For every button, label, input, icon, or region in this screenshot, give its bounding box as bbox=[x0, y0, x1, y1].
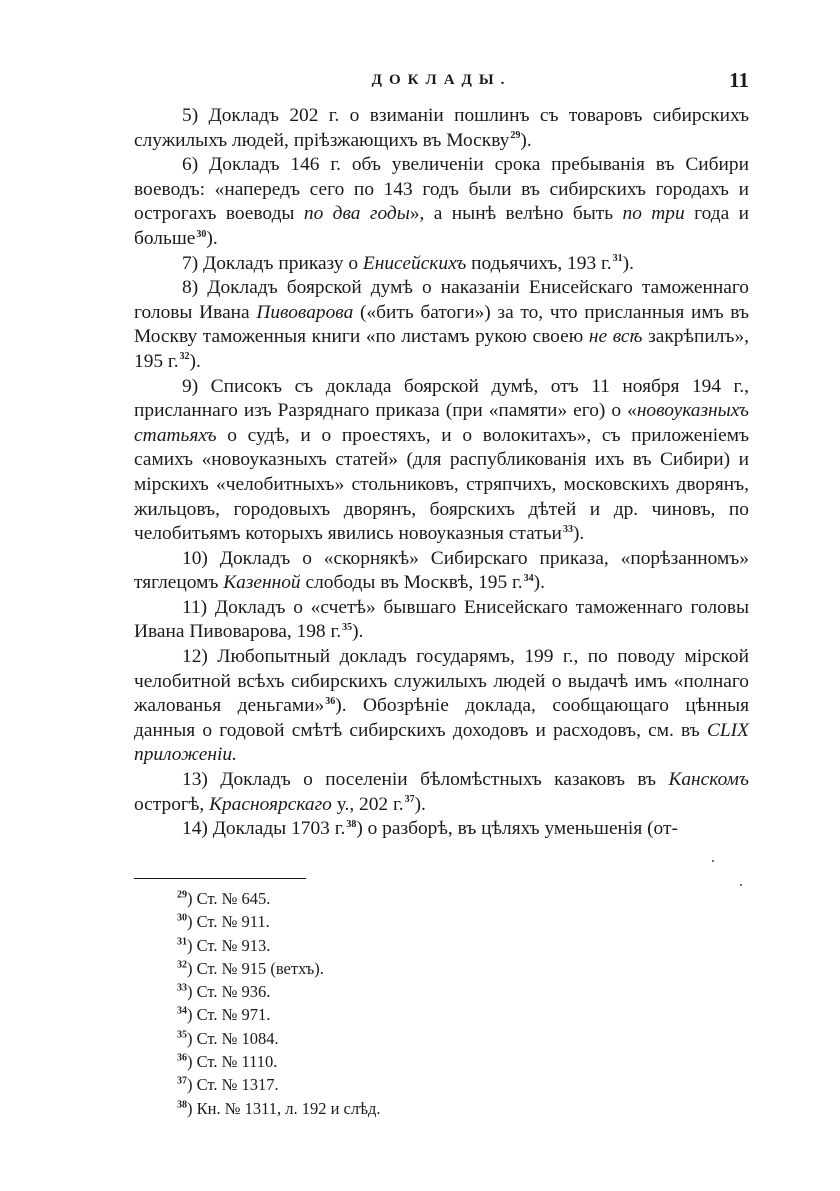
footnote bbox=[177, 1097, 597, 1120]
text-run: 5) Докладъ 202 г. о взиманіи пошлинъ съ товаровъ сибирскихъ служилыхъ людей, пріѣзжающихъ въ Москву bbox=[134, 105, 749, 151]
text-run: подьячихъ, 193 г. bbox=[466, 252, 612, 274]
footnote-number: 34 bbox=[177, 1005, 187, 1017]
footnote-ref: 36 bbox=[325, 695, 336, 707]
text-run: ). bbox=[572, 523, 585, 545]
italic-text: новоуказныхъ статьяхъ bbox=[134, 400, 749, 446]
text-run: у., 202 г. bbox=[331, 793, 404, 815]
footnote-text: ) Ст. № 971. bbox=[187, 1005, 271, 1025]
text-run: года и больше bbox=[134, 203, 749, 249]
text-run: ). Обозрѣніе доклада, сообщающаго цѣнныя данныя о годовой смѣтѣ сибирскихъ доходовъ и расходовъ, см. въ bbox=[134, 695, 749, 741]
footnote-ref: 33 bbox=[562, 523, 573, 535]
body-text bbox=[134, 104, 749, 842]
text-run: ). bbox=[352, 621, 364, 643]
footnote-number: 37 bbox=[177, 1075, 187, 1087]
running-title: ДОКЛАДЫ. bbox=[371, 72, 512, 88]
paragraph bbox=[134, 276, 749, 374]
text-run: 9) Списокъ съ доклада боярской думѣ, отъ 11 ноября 194 г., присланнаго изъ Разряднаго приказа (при «памяти» его) о « bbox=[134, 375, 749, 422]
footnote-ref: 32 bbox=[179, 351, 190, 363]
footnote-text: ) Ст. № 1317. bbox=[187, 1075, 279, 1095]
text-run: 13) Докладъ о поселеніи бѣломѣстныхъ казаковъ въ bbox=[182, 769, 669, 791]
footnote-text: ) Ст. № 915 (ветхъ). bbox=[187, 958, 324, 978]
italic-text: CLIX приложеніи. bbox=[134, 719, 749, 766]
text-run: ) о разборѣ, въ цѣляхъ уменьшенія (от- bbox=[356, 818, 678, 840]
text-run: 6) Докладъ 146 г. объ увеличеніи срока пребыванія въ Сибири воеводъ: «напередъ сего по 143 годъ были въ сибирскихъ городахъ и острогахъ воеводы bbox=[134, 154, 749, 225]
footnote-number: 30 bbox=[177, 912, 187, 924]
footnote-ref: 30 bbox=[196, 228, 207, 240]
italic-text: не всѣ bbox=[588, 326, 643, 348]
text-run: 12) Любопытный докладъ государямъ, 199 г., по поводу мірской челобитной всѣхъ сибирскихъ служилыхъ людей о выдачѣ имъ «полнаго жалованья деньгами» bbox=[134, 646, 749, 717]
paragraph bbox=[134, 645, 749, 768]
footnote-separator bbox=[134, 878, 306, 879]
footnote bbox=[177, 887, 597, 910]
footnote bbox=[177, 1050, 597, 1073]
text-run: («бить батоги») за то, что присланныя имъ въ Москву таможенныя книги «по листамъ рукою своею bbox=[134, 301, 750, 348]
italic-text: Казенной bbox=[223, 572, 301, 594]
footnote bbox=[177, 957, 597, 980]
footnote-text: ) Ст. № 1084. bbox=[187, 1028, 279, 1048]
footnote-number: 38 bbox=[177, 1099, 187, 1111]
text-run: закрѣпилъ», 195 г. bbox=[134, 326, 749, 372]
paragraph bbox=[134, 252, 749, 277]
footnote-number: 29 bbox=[177, 889, 187, 901]
footnote-ref: 37 bbox=[404, 794, 415, 806]
scan-speck bbox=[740, 884, 742, 886]
paragraph bbox=[134, 104, 749, 153]
text-run: слободы въ Москвѣ, 195 г. bbox=[300, 572, 523, 594]
text-run: ). bbox=[533, 572, 545, 594]
footnote-ref: 31 bbox=[612, 253, 623, 265]
footnote-number: 32 bbox=[177, 959, 187, 971]
footnote-number: 36 bbox=[177, 1052, 187, 1064]
text-run: 7) Докладъ приказу о bbox=[182, 252, 363, 274]
text-run: 8) Докладъ боярской думѣ о наказаніи Енисейскаго таможеннаго головы Ивана bbox=[134, 277, 749, 323]
text-run: 14) Доклады 1703 г. bbox=[182, 818, 346, 840]
text-run: острогѣ, bbox=[134, 793, 210, 815]
text-run: 10) Докладъ о «скорнякѣ» Сибирскаго приказа, «порѣзанномъ» тяглецомъ bbox=[134, 547, 749, 594]
italic-text: Красноярскаго bbox=[209, 793, 332, 815]
footnote-ref: 34 bbox=[523, 572, 534, 584]
footnote-number: 33 bbox=[177, 982, 187, 994]
italic-text: Енисейскихъ bbox=[362, 252, 467, 274]
scan-speck bbox=[712, 860, 714, 862]
text-run: ). bbox=[622, 252, 634, 274]
footnotes bbox=[177, 887, 597, 1120]
paragraph bbox=[134, 768, 749, 817]
italic-text: по три bbox=[622, 203, 685, 225]
footnote-text: ) Ст. № 913. bbox=[187, 935, 271, 955]
footnote bbox=[177, 1027, 597, 1050]
footnote-text: ) Кн. № 1311, л. 192 и слѣд. bbox=[187, 1098, 381, 1118]
footnote-text: ) Ст. № 911. bbox=[187, 912, 270, 932]
footnote bbox=[177, 1003, 597, 1026]
footnote bbox=[177, 980, 597, 1003]
footnote bbox=[177, 1073, 597, 1096]
footnote-ref: 38 bbox=[346, 818, 357, 830]
footnote-ref: 29 bbox=[510, 130, 521, 142]
text-run: о судѣ, и о проестяхъ, и о волокитахъ», съ приложеніемъ самихъ «новоуказныхъ статей» (для распубликованія ихъ въ Сибири) и мірскихъ «челобитныхъ» стольниковъ, стряпчихъ, московскихъ дворянъ, жильцовъ, городовыхъ дворянъ, боярскихъ дѣтей и др. чиновъ, по челобитьямъ которыхъ явились новоуказныя статьи bbox=[134, 424, 749, 545]
footnote bbox=[177, 910, 597, 933]
footnote bbox=[177, 934, 597, 957]
text-run: », а нынѣ велѣно быть bbox=[409, 203, 623, 225]
paragraph bbox=[134, 817, 749, 842]
footnote-number: 31 bbox=[177, 936, 187, 948]
text-run: ). bbox=[206, 227, 218, 249]
footnote-text: ) Ст. № 1110. bbox=[187, 1052, 278, 1072]
italic-text: по два годы bbox=[303, 203, 410, 225]
text-run: ). bbox=[189, 350, 201, 372]
paragraph bbox=[134, 153, 749, 251]
italic-text: Канскомъ bbox=[668, 769, 749, 791]
page-number: 11 bbox=[729, 68, 749, 92]
text-run: ). bbox=[414, 793, 426, 815]
footnote-ref: 35 bbox=[342, 622, 353, 633]
text-run: ). bbox=[520, 129, 532, 151]
paragraph bbox=[134, 596, 749, 645]
page-header bbox=[134, 68, 749, 98]
paragraph bbox=[134, 375, 749, 547]
footnote-number: 35 bbox=[177, 1029, 187, 1041]
text-run: 11) Докладъ о «счетѣ» бывшаго Енисейскаго таможеннаго головы Ивана Пивоварова, 198 г. bbox=[134, 596, 749, 643]
italic-text: Пивоварова bbox=[256, 301, 354, 323]
paragraph bbox=[134, 547, 749, 596]
footnote-text: ) Ст. № 645. bbox=[187, 889, 271, 908]
footnote-text: ) Ст. № 936. bbox=[187, 982, 271, 1002]
